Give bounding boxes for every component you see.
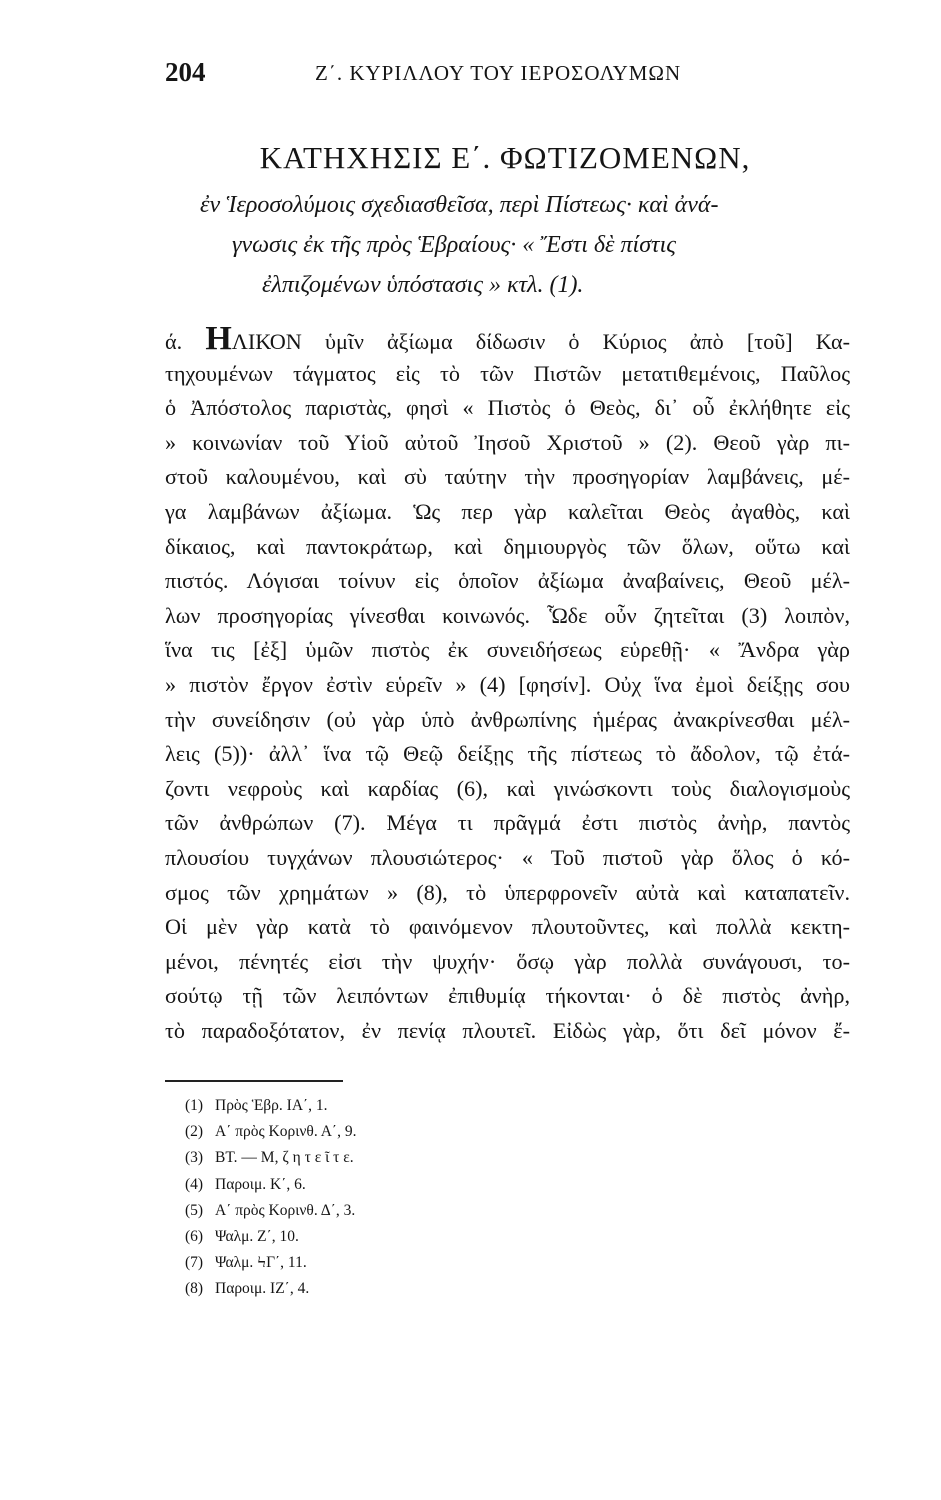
text-line: τὴν συνείδησιν (οὐ γὰρ ὑπὸ ἀνθρωπίνης ἡμέρας ἀνακρίνεσθαι μέλ-	[165, 706, 850, 732]
text-line: ζοντι νεφροὺς καὶ καρδίας (6), καὶ γινώσκοντι τοὺς διαλογισμοὺς	[165, 775, 850, 801]
footnote-number: (8)	[185, 1280, 204, 1298]
text-line: » πιστὸν ἔργον ἐστὶν εὑρεῖν » (4) [φησίν]. Οὐχ ἵνα ἐμοὶ δείξῃς σου	[165, 671, 850, 697]
footnote-separator	[165, 1080, 343, 1082]
paragraph-first-line	[165, 322, 850, 357]
footnote-item	[185, 1276, 585, 1302]
text-line: σούτῳ τῇ τῶν λειπόντων ἐπιθυμίᾳ τήκονται· ὁ δὲ πιστὸς ἀνὴρ,	[165, 983, 850, 1009]
text-line: ὁ Ἀπόστολος παριστὰς, φησὶ « Πιστὸς ὁ Θεὸς, δι᾽ οὗ ἐκλήθητε εἰς	[165, 395, 850, 421]
text-line: τῶν ἀνθρώπων (7). Μέγα τι πρᾶγμά ἐστι πιστὸς ἀνὴρ, παντὸς	[165, 810, 850, 836]
first-line-text: ΛΙΚΟΝ ὑμῖν ἀξίωμα δίδωσιν ὁ Κύριος ἀπὸ [τοῦ] Κα-	[231, 329, 850, 354]
footnote-item	[185, 1198, 585, 1224]
text-line: » κοινωνίαν τοῦ Υἱοῦ αὐτοῦ Ἰησοῦ Χριστοῦ » (2). Θεοῦ γὰρ πι-	[165, 429, 850, 455]
footnote-text: Πρὸς Ἑβρ. ΙΑ΄, 1.	[215, 1097, 328, 1114]
subtitle-line: γνωσις ἐκ τῆς πρὸς Ἑβραίους· « Ἔστι δὲ πίστις	[232, 232, 677, 258]
footnote-number: (1)	[185, 1097, 204, 1114]
text-line: ἵνα τις [ἐξ] ὑμῶν πιστὸς ἐκ συνειδήσεως εὑρεθῇ· « Ἄνδρα γὰρ	[165, 637, 850, 663]
text-line: σμος τῶν χρημάτων » (8), τὸ ὑπερφρονεῖν αὐτὰ καὶ καταπατεῖν.	[165, 879, 850, 905]
text-line: μένοι, πένητές εἰσι τὴν ψυχήν· ὅσῳ γὰρ πολλὰ συνάγουσι, το-	[165, 948, 850, 974]
page-header	[165, 55, 845, 95]
footnote-text: Ψαλμ. Ζ΄, 10.	[215, 1227, 299, 1245]
text-line: τὸ παραδοξότατον, ἐν πενίᾳ πλουτεῖ. Εἰδὼς γὰρ, ὅτι δεῖ μόνον ἔ-	[165, 1017, 850, 1043]
footnote-item	[185, 1093, 585, 1119]
drop-cap: Η	[205, 320, 232, 357]
paragraph-number: ά.	[165, 329, 183, 354]
footnote-text: Α΄ πρὸς Κορινθ. Α΄, 9.	[215, 1123, 357, 1141]
text-line: λων προσηγορίας γίνεσθαι κοινωνός. Ὧδε οὖν ζητεῖται (3) λοιπὸν,	[165, 602, 850, 628]
footnote-number: (6)	[185, 1227, 204, 1245]
text-line: Οἱ μὲν γὰρ κατὰ τὸ φαινόμενον πλουτοῦντες, καὶ πολλὰ κεκτη-	[165, 914, 850, 940]
footnote-text: Παροιμ. Κ΄, 6.	[215, 1175, 306, 1193]
footnote-text: Α΄ πρὸς Κορινθ. Δ΄, 3.	[215, 1201, 356, 1219]
footnote-number: (7)	[185, 1254, 204, 1272]
footnote-number: (2)	[185, 1123, 204, 1141]
text-line: γα λαμβάνων ἀξίωμα. Ὡς περ γὰρ καλεῖται Θεὸς ἀγαθὸς, καὶ	[165, 498, 850, 524]
main-paragraph	[165, 322, 850, 1048]
footnote-text: Παροιμ. ΙΖ΄, 4.	[215, 1280, 310, 1298]
text-line: δίκαιος, καὶ παντοκράτωρ, καὶ δημιουργὸς τῶν ὅλων, οὕτω καὶ	[165, 533, 850, 559]
footnote-item	[185, 1172, 585, 1198]
text-line: στοῦ καλουμένου, καὶ σὺ ταύτην τὴν προσηγορίαν λαμβάνεις, μέ-	[165, 464, 850, 490]
text-line: τηχουμένων τάγματος εἰς τὸ τῶν Πιστῶν μετατιθεμένοις, Παῦλος	[165, 360, 850, 386]
subtitle-line: ἐν Ἱεροσολύμοις σχεδιασθεῖσα, περὶ Πίστεως· καὶ ἀνά-	[200, 192, 719, 218]
text-line: πλουσίου τυγχάνων πλουσιώτερος· « Τοῦ πιστοῦ γὰρ ὅλος ὁ κό-	[165, 844, 850, 870]
text-line: πιστός. Λόγισαι τοίνυν εἰς ὁποῖον ἀξίωμα ἀναβαίνεις, Θεοῦ μέλ-	[165, 568, 850, 594]
footnote-number: (4)	[185, 1175, 204, 1193]
footnote-text: ΒΤ. — Μ, ζ η τ ε ῖ τ ε.	[215, 1149, 354, 1167]
page-number: 204	[165, 57, 206, 87]
footnote-item	[185, 1250, 585, 1276]
footnote-number: (5)	[185, 1201, 204, 1219]
footnote-item	[185, 1119, 585, 1145]
text-line: λεις (5))· ἀλλ᾽ ἵνα τῷ Θεῷ δείξῃς τῆς πίστεως τὸ ἄδολον, τῷ ἐτά-	[165, 741, 850, 767]
running-title: Ζ΄. ΚΥΡΙΛΛΟΥ ΤΟΥ ΙΕΡΟΣΟΛΥΜΩΝ	[315, 61, 682, 85]
chapter-title: ΚΑΤΗΧΗΣΙΣ Ε΄. ΦΩΤΙΖΟΜΕΝΩΝ,	[259, 140, 751, 175]
footnote-number: (3)	[185, 1149, 204, 1167]
footnote-item	[185, 1145, 585, 1171]
footnote-text: Ψαλμ. ϞΓ΄, 11.	[215, 1254, 307, 1272]
footnote-item	[185, 1224, 585, 1250]
footnotes	[185, 1093, 585, 1303]
subtitle-line: ἐλπιζομένων ὑπόστασις » κτλ. (1).	[262, 272, 584, 298]
